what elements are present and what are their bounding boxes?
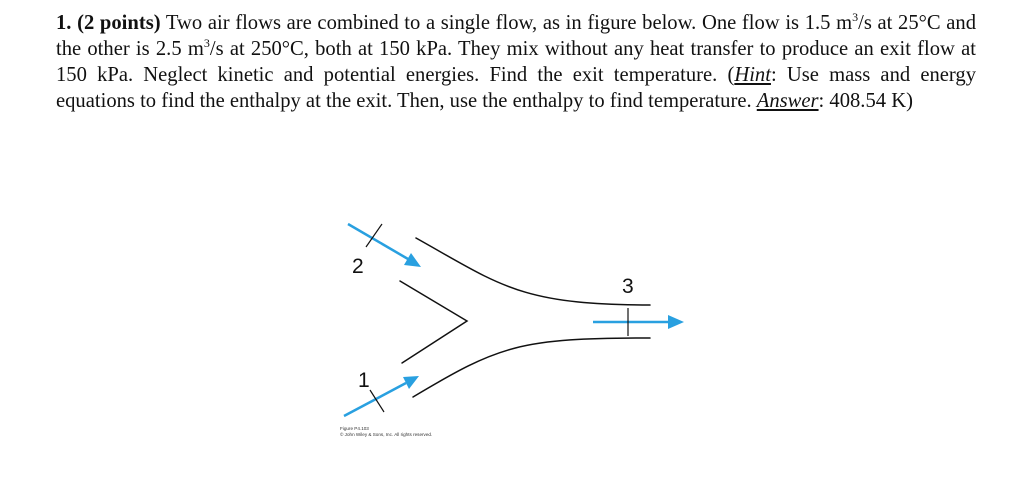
hint-text: : Use mass and energy equations to find the enthalpy at the exit. Then, use the enthalpy to find temperature. [56,64,977,112]
label-exit-3: 3 [622,275,634,298]
answer-label: Answer [756,90,819,112]
lower-duct-wall [413,338,650,397]
duct-walls [400,238,650,397]
problem-statement [56,10,976,114]
hint-label: Hint [734,64,771,86]
figure-caption-copyright: © John Wiley & Sons, Inc. All rights reserved. [340,432,433,437]
problem-points: (2 points) [77,12,161,34]
problem-text-part-2: /s at 25°C and the other is 2.5 m [56,12,977,60]
center-divider-wall [400,281,467,363]
problem-text-part-1: Two air flows are combined to a single flow, as in figure below. One flow is 1.5 m [160,12,853,34]
superscript-cubed-2: 3 [203,36,210,50]
problem-number: 1. [56,12,72,34]
label-inlet-1: 1 [358,369,370,392]
problem-text-part-3: /s at 250°C, both at 150 kPa. They mix without any heat transfer to produce an exit flow at 150 kPa. Neglect kinetic and potential energies. Find the exit temperature. ( [56,38,976,86]
exit-3-arrow [593,315,684,329]
answer-text: : 408.54 K) [818,90,913,112]
superscript-cubed-1: 3 [852,10,859,24]
inlet-1-arrow [344,376,419,416]
label-inlet-2: 2 [352,255,364,278]
figure-caption-number: Figure P4.103 [340,426,369,431]
mixing-chamber-diagram [320,205,700,455]
upper-duct-wall [416,238,650,305]
mixing-chamber-figure [320,205,700,455]
